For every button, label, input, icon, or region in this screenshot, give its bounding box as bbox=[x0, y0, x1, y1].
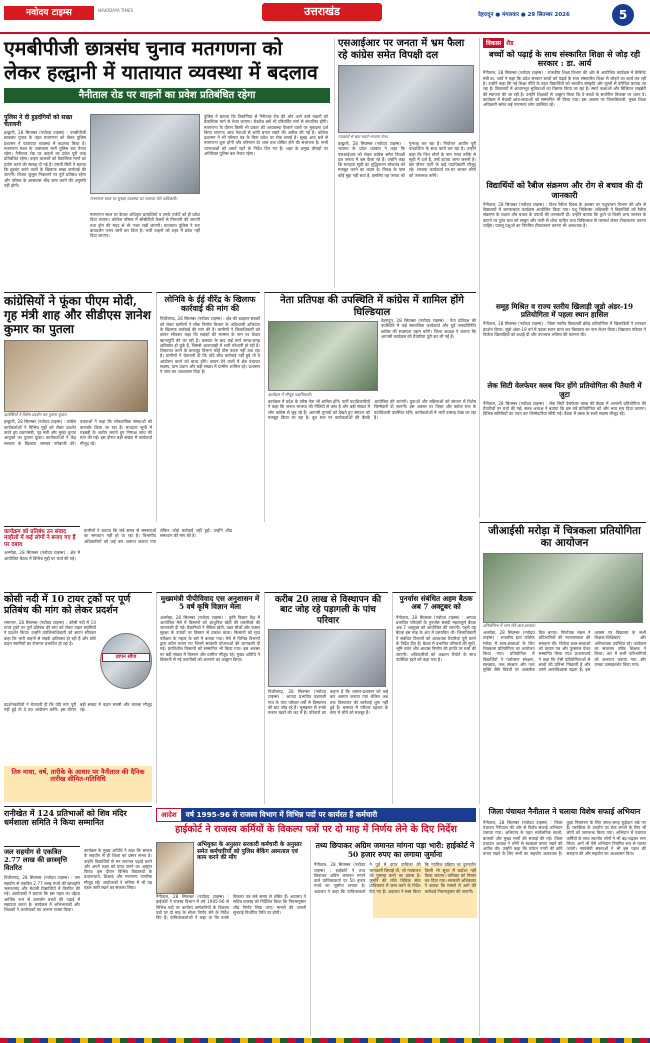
vikas-tag: विकास शैड bbox=[483, 38, 646, 48]
lokniti-story bbox=[156, 292, 260, 522]
bottom-strip bbox=[0, 1038, 650, 1043]
vikas-body: नैनीताल, 28 सितम्बर (नवोदय टाइम्स) : राजकीय शिक्षा विभाग की ओर से आयोजित कार्यक्रम में कैबिनेट मंत्री डा. आर्य ने कहा कि प्रदेश सरकार बच्चों को पढ़ाई के साथ संस्कारित शिक्षा से जोड़ने का कार्य कर रही है। उन्होंने कहा कि नई शिक्षा नीति के तहत विद्यार्थियों को भारतीय संस्कृति और मूल्यों से परिचित कराया जा रहा है। विद्यालयों में आधारभूत सुविधाओं का विस्तार किया जा रहा है। स्मार्ट कक्षाओं और डिजिटल लाइब्रेरी की स्थापना की जा रही है। उन्होंने शिक्षकों से आह्वान किया कि वे बच्चों के सर्वांगीण विकास पर ध्यान दें। कार्यक्रम में मेधावी छात्र-छात्राओं को सम्मानित भी किया गया। इस अवसर पर जिलाधिकारी, मुख्य शिक्षा अधिकारी समेत कई गणमान्य लोग उपस्थित रहे। bbox=[483, 70, 646, 108]
jal-body: पिथौरागढ़, 28 सितम्बर (नवोदय टाइम्स) : जन सहयोग से एकत्रित 2.77 लाख रुपये की छात्रवृत्ति जरूरतमंद और मेधावी विद्यार्थियों में वितरित की गई। आयोजकों ने बताया कि इस पहल का उद्देश्य आर्थिक रूप से कमजोर बच्चों की पढ़ाई में सहायता करना है। कार्यक्रम में अभिभावकों और शिक्षकों ने आयोजकों का आभार व्यक्त किया। bbox=[4, 875, 80, 913]
giac-story bbox=[479, 522, 646, 804]
gavel-photo bbox=[156, 842, 194, 894]
vikas-headline: बच्चों को पढ़ाई के साथ संस्कारित शिक्षा से जोड़ रही सरकार : डा. आर्य bbox=[488, 49, 641, 69]
top-tag: NAVODAYA TIMES bbox=[98, 8, 134, 13]
sir-photo-caption: पत्रकारों से बात करते भाजपा नेता। bbox=[338, 134, 389, 139]
jal-body-2: कार्यक्रम के मुख्य अतिथि ने कहा कि समाज के सहयोग से ही शिक्षा का प्रसार संभव है। उन्होंने विद्यार्थियों से मन लगाकर पढ़ाई करने और अपने लक्ष्य को प्राप्त करने का आह्वान किया। इस दौरान विभिन्न विद्यालयों के प्रधानाचार्य, शिक्षक और गणमान्य नागरिक मौजूद रहे। आयोजकों ने भविष्य में भी यह पहल जारी रखने का संकल्प लिया। bbox=[84, 848, 152, 891]
karib-body: पिथौरागढ़, 28 सितम्बर (नवोदय टाइम्स) : आपदा प्रभावित पड़ागली गांव के पांच परिवार वर्षों से विस्थापन की बाट जोह रहे हैं। भूस्खलन से उनके मकान खतरे की जद में हैं। परिवारों का कहना है कि शासन-प्रशासन को कई बार अवगत कराया गया लेकिन अब तक विस्थापन की कार्रवाई शुरू नहीं हुई है। बरसात में परिवार दहशत के साए में जीने को मजबूर हैं। bbox=[268, 689, 388, 716]
jal-story bbox=[4, 846, 80, 1036]
krishi-story bbox=[156, 592, 260, 804]
lead-body-col1: हल्द्वानी, 28 सितम्बर (नवोदय टाइम्स) : एमबीपीजी छात्रसंघ चुनाव के तहत मतगणना को लेकर पुलिस प्रशासन ने यातायात व्यवस्था में बदलाव किया है। मतगणना स्थल के आसपास भारी पुलिस बल तैनात रहेगा। नैनीताल रोड पर वाहनों का प्रवेश पूरी तरह प्रतिबंधित रहेगा। वाहन चालकों को वैकल्पिक मार्गों का प्रयोग करने की सलाह दी गई है। एसपी सिटी ने बताया कि हुड़दंग करने वालों के खिलाफ सख्त कार्रवाई की जाएगी। विजय जुलूस निकालने पर पूर्ण प्रतिबंध रहेगा और परिसर के आसपास भीड़ जमा करने की अनुमति नहीं होगी। bbox=[4, 130, 86, 188]
lead-photo-caption: मतगणना स्थल पर सुरक्षा व्यवस्था का जायजा लेते अधिकारी। bbox=[90, 196, 178, 201]
vikas-headline-3: समूह मिश्रित व राज्य स्तरीय खिलाड़ी जूडो अंडर-19 प्रतियोगिता में पहला स्थान हासिल bbox=[495, 301, 634, 320]
order-banner bbox=[156, 808, 476, 822]
tathya-headline: तथ्य छिपाकर अग्रिम जमानत मांगना पड़ा भारी: हाईकोर्ट ने 50 हजार रुपए का लगाया जुर्माना bbox=[315, 841, 475, 859]
side-brief-headline: कार्यक्रम को प्रतिबंध उन संवाद माहौलों में कई लोगों ने बनाए गए हैं पर दबाव bbox=[4, 529, 76, 548]
krishi-body: अल्मोड़ा, 28 सितम्बर (नवोदय टाइम्स) : कृषि विज्ञान केंद्र में आयोजित मेले में किसानों को आधुनिक खेती की तकनीकों की जानकारी दी गई। वैज्ञानिकों ने जैविक खेती, उन्नत बीजों और फसल सुरक्षा के उपायों पर विस्तार से प्रकाश डाला। किसानों को मृदा परीक्षण के महत्व के बारे में बताया गया। मेले में विभिन्न विभागों द्वारा स्टॉल लगाए गए जिनमें सरकारी योजनाओं की जानकारी दी गई। प्रगतिशील किसानों को सम्मानित भी किया गया। इस अवसर पर बड़ी संख्या में किसान और ग्रामीण मौजूद रहे। मुख्य अतिथि ने किसानों से नई तकनीकों को अपनाने का आह्वान किया। bbox=[160, 614, 260, 662]
lead-headline-2: लेकर हल्द्वानी में यातायात व्यवस्था में बदलाव bbox=[4, 61, 318, 85]
kosi-badge: ज्ञापन सौंपा bbox=[102, 653, 150, 662]
lead-headline-1: एमबीपीजी छात्रसंघ चुनाव मतगणना को bbox=[4, 37, 283, 60]
kosi-story bbox=[4, 592, 152, 762]
punarvas-story bbox=[392, 592, 476, 804]
kosi-body-2: प्रदर्शनकारियों ने चेतावनी दी कि यदि मांग पूरी नहीं हुई तो वे उग्र आंदोलन करेंगे। इस दौरान बड़ी संख्या में वाहन स्वामी और चालक मौजूद रहे। bbox=[4, 701, 152, 713]
lokniti-body: पिथौरागढ़, 28 सितम्बर (नवोदय टाइम्स) : क्षेत्र की बदहाल सड़कों को लेकर ग्रामीणों ने लोक निर्माण विभाग के अधिशासी अभियंता के खिलाफ कार्रवाई की मांग की है। ग्रामीणों ने जिलाधिकारी को ज्ञापन सौंपकर कहा कि सड़कों की मरम्मत के नाम पर केवल खानापूर्ति की जा रही है। बरसात के बाद कई मार्ग जगह-जगह क्षतिग्रस्त हो चुके हैं, जिससे आवाजाही में भारी परेशानी हो रही है। शिकायत करने के बावजूद विभाग कोई ठोस कदम नहीं उठा रहा है। ग्रामीणों ने चेतावनी दी कि यदि शीघ्र कार्रवाई नहीं हुई तो वे आंदोलन करने को बाध्य होंगे। ज्ञापन देने वालों में क्षेत्र पंचायत सदस्य, ग्राम प्रधान और बड़ी संख्या में ग्रामीण शामिल रहे। प्रशासन ने जांच का आश्वासन दिया है। bbox=[160, 316, 260, 375]
city-date: देहरादून ● मंगलवार ● 29 सितम्बर 2026 bbox=[478, 12, 570, 18]
bottom-mid-story bbox=[156, 840, 306, 1036]
lead-story bbox=[4, 38, 330, 288]
lead-photo bbox=[90, 114, 200, 194]
cong-story bbox=[4, 292, 152, 522]
sir-story bbox=[334, 38, 476, 288]
sir-body: हल्द्वानी, 28 सितम्बर (नवोदय टाइम्स) : भाजपा के प्रदेश प्रवक्ता ने कहा कि एसआईआर को लेकर कांग्रेस समेत विपक्षी दल जनता में भ्रम फैला रहे हैं। उन्होंने कहा कि मतदाता सूची का शुद्धिकरण लोकतंत्र को मजबूत करने का कदम है। विपक्ष के पास कोई मुद्दा नहीं बचा है, इसलिए वह जनता को गुमराह कर रहा है। निर्वाचन आयोग पूरी पारदर्शिता के साथ कार्य कर रहा है। उन्होंने कहा कि जिन लोगों के नाम गलत तरीके से सूची में दर्ज हैं, उन्हें हटाया जाना जरूरी है। इस दौरान पार्टी के कई पदाधिकारी मौजूद रहे। भाजपा कार्यकर्ता घर-घर जाकर लोगों को जागरूक करेंगे। bbox=[338, 141, 476, 178]
cong-photo bbox=[4, 340, 148, 412]
neta-body: कार्यक्रम में प्रदेश के वरिष्ठ नेता भी शामिल होंगे। पार्टी पदाधिकारियों ने कहा कि जनता भाजपा की नीतियों से त्रस्त है और बड़ी संख्या में लोग कांग्रेस से जुड़ रहे हैं। आगामी चुनावों को देखते हुए संगठन को मजबूत किया जा रहा है। बूथ स्तर पर कार्यकर्ताओं की बैठकें आयोजित की जाएंगी। युवाओं और महिलाओं को संगठन में विशेष जिम्मेदारी दी जाएगी। इस अवसर पर जिला और ब्लॉक स्तर के पदाधिकारी उपस्थित रहेंगे। कार्यकर्ताओं में भारी उत्साह देखा जा रहा है। bbox=[268, 399, 476, 420]
lead-subhead: नैनीताल रोड पर वाहनों का प्रवेश प्रतिबंधित रहेगा bbox=[4, 88, 330, 103]
bottom-right-body: नैनीताल, 28 सितम्बर (नवोदय टाइम्स) : जिला पंचायत नैनीताल की ओर से विशेष सफाई अभियान चलाया गया। अभियान के तहत सार्वजनिक स्थलों, बाजारों और मुख्य मार्गों की सफाई की गई। जिला पंचायत अध्यक्ष ने लोगों से स्वच्छता बनाए रखने की अपील की। उन्होंने कहा कि पर्यटन नगरी की छवि बनाए रखने के लिए सभी का सहयोग आवश्यक है। कूड़ा निस्तारण के लिए जगह-जगह कूड़ेदान रखे गए हैं। प्लास्टिक के उपयोग पर रोक लगाने के लिए भी लोगों को जागरूक किया गया। अभियान में पंचायत कर्मियों के साथ स्थानीय लोगों ने भी बढ़-चढ़कर भाग लिया। आगे भी ऐसे अभियान नियमित रूप से चलाए जाएंगे। स्वयंसेवी संस्थाओं ने भी इस पहल की सराहना की और सहयोग का आश्वासन दिया। bbox=[483, 819, 646, 857]
page-number: 5 bbox=[612, 4, 634, 26]
punarvas-body: नैनीताल, 28 सितम्बर (नवोदय टाइम्स) : आपदा प्रभावित परिवारों के पुनर्वास संबंधी महत्वपूर्ण बैठक अब 7 अक्टूबर को आयोजित की जाएगी। पहले यह बैठक इस माह के अंत में प्रस्तावित थी। जिलाधिकारी ने संबंधित विभागों को आवश्यक तैयारियां पूरी करने के निर्देश दिए हैं। बैठक में प्रभावित परिवारों की सूची, भूमि चयन और आवास निर्माण की प्रगति पर चर्चा की जाएगी। अधिकारियों को अद्यतन रिपोर्ट के साथ उपस्थित रहने को कहा गया है। bbox=[396, 614, 476, 662]
giac-photo-caption: प्रतियोगिता में भाग लेते छात्र-छात्राएं। bbox=[483, 623, 536, 629]
giac-photo bbox=[483, 553, 643, 623]
vikas-headline-2: विद्यार्थियों को रैबीज संक्रमण और रोग से बचाव की दी जानकारी bbox=[486, 180, 643, 200]
neta-headline: नेता प्रतिपक्ष की उपस्थिति में कांग्रेस में शामिल होंगे घिल्डियाल bbox=[280, 295, 464, 318]
lead-side-head: पुलिस ने दी हुड़दंगियों को सख्त चेतावनी bbox=[4, 114, 73, 128]
lokniti-headline: लोनिवि के ईई वीरेंद्र के खिलाफ कार्रवाई की मांग की bbox=[164, 294, 256, 314]
kosi-body: रामनगर, 28 सितम्बर (नवोदय टाइम्स) : कोसी नदी में 10 टायर ट्रकों पर पूर्ण प्रतिबंध की मांग को लेकर वाहन स्वामियों ने प्रदर्शन किया। उन्होंने उपजिलाधिकारी को ज्ञापन सौंपकर कहा कि भारी वाहनों से सड़कें क्षतिग्रस्त हो रही हैं और छोटे वाहन स्वामियों का रोजगार प्रभावित हो रहा है। bbox=[4, 619, 96, 647]
ranikhet-headline: रानीखेत में 124 प्रतिभाओं को शिव मंदिर धर्मशाला समिति ने किया सम्मानित bbox=[4, 808, 127, 828]
jal-headline: जल सहयोग से एकत्रित 2.77 लाख की छात्रवृत्ति वितरित bbox=[4, 848, 68, 872]
vikas-body-3: नैनीताल, 28 सितम्बर (नवोदय टाइम्स) : जिला स्तरीय विद्यालयी क्रीड़ा प्रतियोगिता में खिलाड़ियों ने शानदार प्रदर्शन किया। जूडो अंडर-19 वर्ग में पहला स्थान प्राप्त कर विद्यालय का नाम रोशन किया। विद्यालय परिवार ने विजेता खिलाड़ियों को बधाई दी और उज्ज्वल भविष्य की कामना की। bbox=[483, 321, 646, 337]
krishi-headline: मुख्यमंत्री पीपीविवाद एस अनुशासन में 5 वर्ष कृषि विज्ञान मेला bbox=[160, 594, 260, 612]
kosi-headline: कोसी नदी में 10 टायर ट्रकों पर पूर्ण प्रतिबंध की मांग को लेकर प्रदर्शन bbox=[4, 594, 131, 616]
karib-photo bbox=[268, 629, 386, 687]
masthead bbox=[0, 0, 650, 34]
section-label: उत्तराखंड bbox=[262, 3, 382, 21]
punarvas-headline: पुनर्वास संबंधित अहम बैठक अब 7 अक्टूबर को bbox=[399, 594, 473, 612]
neta-photo bbox=[268, 321, 378, 391]
neta-photo-caption: कार्यक्रम में मौजूद पदाधिकारी। bbox=[268, 392, 312, 397]
bottom-mid-headline: अभियुक्त के अनुसार सरकारी कर्मचारी के अनुसार समेत कर्मचारियों को पुलिस बेकिंग अस्पताल एवं काम करने की माँग bbox=[197, 842, 302, 862]
side-brief bbox=[4, 526, 80, 590]
bottom-right-headline: जिला पंचायत नैनीताल ने चलाया विशेष सफाई अभियान bbox=[488, 807, 641, 816]
tathya-story bbox=[310, 840, 476, 1036]
cong-headline: कांग्रेसियों ने फूंका पीएम मोदी, गृह मंत्री शाह और सीडीएस ज्ञानेश कुमार का पुतला bbox=[4, 294, 151, 336]
banner-label: आदेश bbox=[156, 808, 182, 822]
lead-body-col3: पुलिस ने बताया कि तिकोनिया से नैनीताल रोड की ओर आने वाले वाहनों को वैकल्पिक मार्ग से भेजा जाएगा। रोडवेज बसें भी परिवर्तित मार्ग से संचालित होंगी। मतगणना के दौरान किसी भी प्रकार की अव्यवस्था फैलाने वालों पर मुकदमा दर्ज किया जाएगा। छात्र नेताओं से शांति बनाए रखने की अपील की गई है। कॉलेज प्रशासन ने भी परिचय पत्र के बिना प्रवेश पर रोक लगाई है। सुबह आठ बजे से मतगणना शुरू होगी और परिणाम देर शाम तक घोषित होने की संभावना है। सभी थानाध्यक्षों को अलर्ट रहने के निर्देश दिए गए हैं। शहर के प्रमुख चौराहों पर अतिरिक्त पुलिस बल तैनात रहेगा। bbox=[204, 114, 328, 157]
side-brief-body-2: ग्रामीणों ने बताया कि लंबे समय से समस्याओं का समाधान नहीं हो पा रहा है। विभागीय अधिकारियों को कई बार अवगत कराया गया लेकिन कोई कार्रवाई नहीं हुई। उन्होंने शीघ्र समाधान की मांग की है। bbox=[84, 528, 232, 544]
cong-body: हल्द्वानी, 28 सितम्बर (नवोदय टाइम्स) : कांग्रेस कार्यकर्ताओं ने विभिन्न मुद्दों को लेकर प्रदर्शन करते हुए प्रधानमंत्री, गृह मंत्री और मुख्य चुनाव आयुक्त का पुतला फूंका। कार्यकर्ताओं ने केंद्र सरकार के खिलाफ जमकर नारेबाजी की। वक्ताओं ने कहा कि लोकतांत्रिक संस्थाओं को कमजोर किया जा रहा है। मतदाता सूची में गड़बड़ी के आरोप लगाते हुए निष्पक्ष जांच की मांग की गई। इस दौरान बड़ी संख्या में कार्यकर्ता मौजूद रहे। bbox=[4, 419, 152, 446]
quote-text: तिरु माधा, वर्ष, तारीके के आधार पर नैनीताल की दैनिक तारीख सीमित-गतिविधि bbox=[11, 768, 145, 784]
bottom-mid-body: नैनीताल, 28 सितम्बर (नवोदय टाइम्स) : हाईकोर्ट ने राजस्व विभाग में वर्ष 1995-96 से विभिन्न पदों पर कार्यरत कर्मचारियों के विकल्प पत्रों पर दो माह के भीतर निर्णय लेने के निर्देश दिए हैं। याचिकाकर्ताओं ने कहा था कि उनके विकल्प पत्र लंबे समय से लंबित हैं। अदालत ने सचिव राजस्व को निर्देशित किया कि नियमानुसार शीघ्र निर्णय लिया जाए। मामले की अगली सुनवाई निर्धारित तिथि पर होगी। bbox=[156, 894, 306, 921]
giac-headline: जीआईसी मरोड़ा में चित्रकला प्रतियोगिता का आयोजन bbox=[488, 525, 641, 550]
neta-body-top: देहरादून, 28 सितम्बर (नवोदय टाइम्स) : नेता प्रतिपक्ष की उपस्थिति में कई सामाजिक कार्यकर्ता और पूर्व जनप्रतिनिधि कांग्रेस की सदस्यता ग्रहण करेंगे। जिला अध्यक्ष ने बताया कि आगामी कार्यक्रम की तैयारियां पूरी कर ली गई हैं। bbox=[381, 318, 476, 339]
giac-body: अल्मोड़ा, 28 सितम्बर (नवोदय टाइम्स) : राजकीय इंटर कॉलेज मरोड़ा में छात्र-छात्राओं के लिए चित्रकला प्रतियोगिता का आयोजन किया गया। प्रतियोगिता में विद्यार्थियों ने पर्यावरण संरक्षण, स्वच्छता, जल संरक्षण और नशा मुक्ति जैसे विषयों पर आकर्षक चित्र बनाए। निर्णायक मंडल ने प्रतिभागियों की रचनात्मकता की सराहना की। विजेता छात्र-छात्राओं को प्रमाण पत्र और पुरस्कार देकर सम्मानित किया गया। प्रधानाचार्य ने कहा कि ऐसी प्रतियोगिताओं से बच्चों की प्रतिभा निखरती है और उनमें आत्मविश्वास बढ़ता है। इस अवसर पर विद्यालय के सभी शिक्षक-शिक्षिकाएं और अभिभावक उपस्थित रहे। कार्यक्रम का संचालन वरिष्ठ शिक्षक ने किया। अंत में सभी प्रतिभागियों को जलपान कराया गया और उनका उत्साहवर्धन किया गया। bbox=[483, 630, 646, 673]
lead-body-col2: मतगणना स्थल पर केवल अधिकृत प्रत्याशियों व उनके एजेंटों को ही प्रवेश दिया जाएगा। कॉलेज परिसर में सीसीटीवी कैमरों से निगरानी की जाएगी तथा ड्रोन की मदद से भी नजर रखी जाएगी। यातायात पुलिस ने रूट डायवर्जन प्लान जारी कर दिया है। भारी वाहनों को शहर में प्रवेश नहीं दिया जाएगा। bbox=[90, 212, 200, 239]
paper-logo: नवोदय टाइम्स bbox=[4, 6, 94, 20]
banner-headline: हाईकोर्ट ने राजस्व कर्मियों के विकल्प पत्रों पर दो माह में निर्णय लेने के दिए निर्देश bbox=[175, 824, 457, 835]
tathya-body: नैनीताल, 28 सितम्बर (नवोदय टाइम्स) : हाईकोर्ट ने तथ्य छिपाकर अग्रिम जमानत मांगने वाले याचिकाकर्ता पर 50 हजार रुपये का जुर्माना लगाया है। अदालत ने कहा कि याचिकाकर्ता ने पूर्व में दायर याचिका की जानकारी छिपाई थी, जो न्यायालय को गुमराह करने का प्रयास है। जुर्माने की राशि विधिक सेवा प्राधिकरण में जमा करने के निर्देश दिए गए हैं। अदालत ने स्पष्ट किया कि न्यायिक प्रक्रिया का दुरुपयोग किसी भी सूरत में बर्दाश्त नहीं किया जाएगा। याचिका को निरस्त कर दिया गया। सरकारी अधिवक्ता ने बताया कि मामले में आगे की कार्रवाई नियमानुसार की जाएगी। bbox=[314, 862, 476, 894]
side-brief-body: अल्मोड़ा, 28 सितम्बर (नवोदय टाइम्स) : क्षेत्र में आयोजित बैठक में विभिन्न मुद्दों पर चर्चा की गई। bbox=[4, 550, 80, 561]
vikas-body-4: नैनीताल, 28 सितम्बर (नवोदय टाइम्स) : लेक सिटी वेलफेयर क्लब की बैठक में आगामी प्रतियोगिता की तैयारियों पर चर्चा की गई। क्लब अध्यक्ष ने बताया कि इस वर्ष प्रतियोगिता को और भव्य रूप दिया जाएगा। विभिन्न समितियों का गठन कर जिम्मेदारियां सौंपी गईं। बैठक में क्लब के सभी सदस्य मौजूद रहे। bbox=[483, 400, 646, 417]
cong-photo-caption: कांग्रेसियों ने विरोध प्रदर्शन कर पुतला फूंका। bbox=[4, 412, 67, 418]
banner-text: वर्ष 1995-96 से राजस्व विभाग में विभिन्न पदों पर कार्यरत हैं कर्मचारी bbox=[182, 808, 476, 822]
sir-photo bbox=[338, 65, 474, 133]
sir-headline: एसआईआर पर जनता में भ्रम फैला रहे कांग्रेस समेत विपक्षी दल bbox=[338, 38, 465, 61]
neta-story bbox=[264, 292, 476, 522]
karib-headline: करीब 20 लाख से विस्थापन की बाट जोह रहे पड़ागली के पांच परिवार bbox=[274, 595, 382, 626]
vikas-body-2: नैनीताल, 28 सितम्बर (नवोदय टाइम्स) : विश्व रैबीज दिवस के अवसर पर पशुपालन विभाग की ओर से विद्यालयों में जागरूकता कार्यक्रम आयोजित किया गया। पशु चिकित्सा अधिकारी ने विद्यार्थियों को रैबीज संक्रमण के लक्षण और बचाव के उपायों की जानकारी दी। उन्होंने बताया कि कुत्ते या किसी अन्य जानवर के काटने पर तुरंत घाव को साबुन और पानी से धोना चाहिए तथा चिकित्सक से परामर्श लेकर टीकाकरण कराना चाहिए। पालतू पशुओं का नियमित टीकाकरण कराना भी आवश्यक है। bbox=[483, 201, 646, 228]
ranikhet-story bbox=[4, 806, 152, 842]
karib-story bbox=[264, 592, 388, 804]
vikas-column bbox=[479, 38, 646, 518]
quote-box bbox=[4, 766, 152, 802]
vikas-headline-4: लेक सिटी वेलफेयर क्लब फिर होंगे प्रतियोगिता की तैयारी में जुटा bbox=[487, 381, 642, 399]
bottom-right-story bbox=[479, 808, 646, 1036]
